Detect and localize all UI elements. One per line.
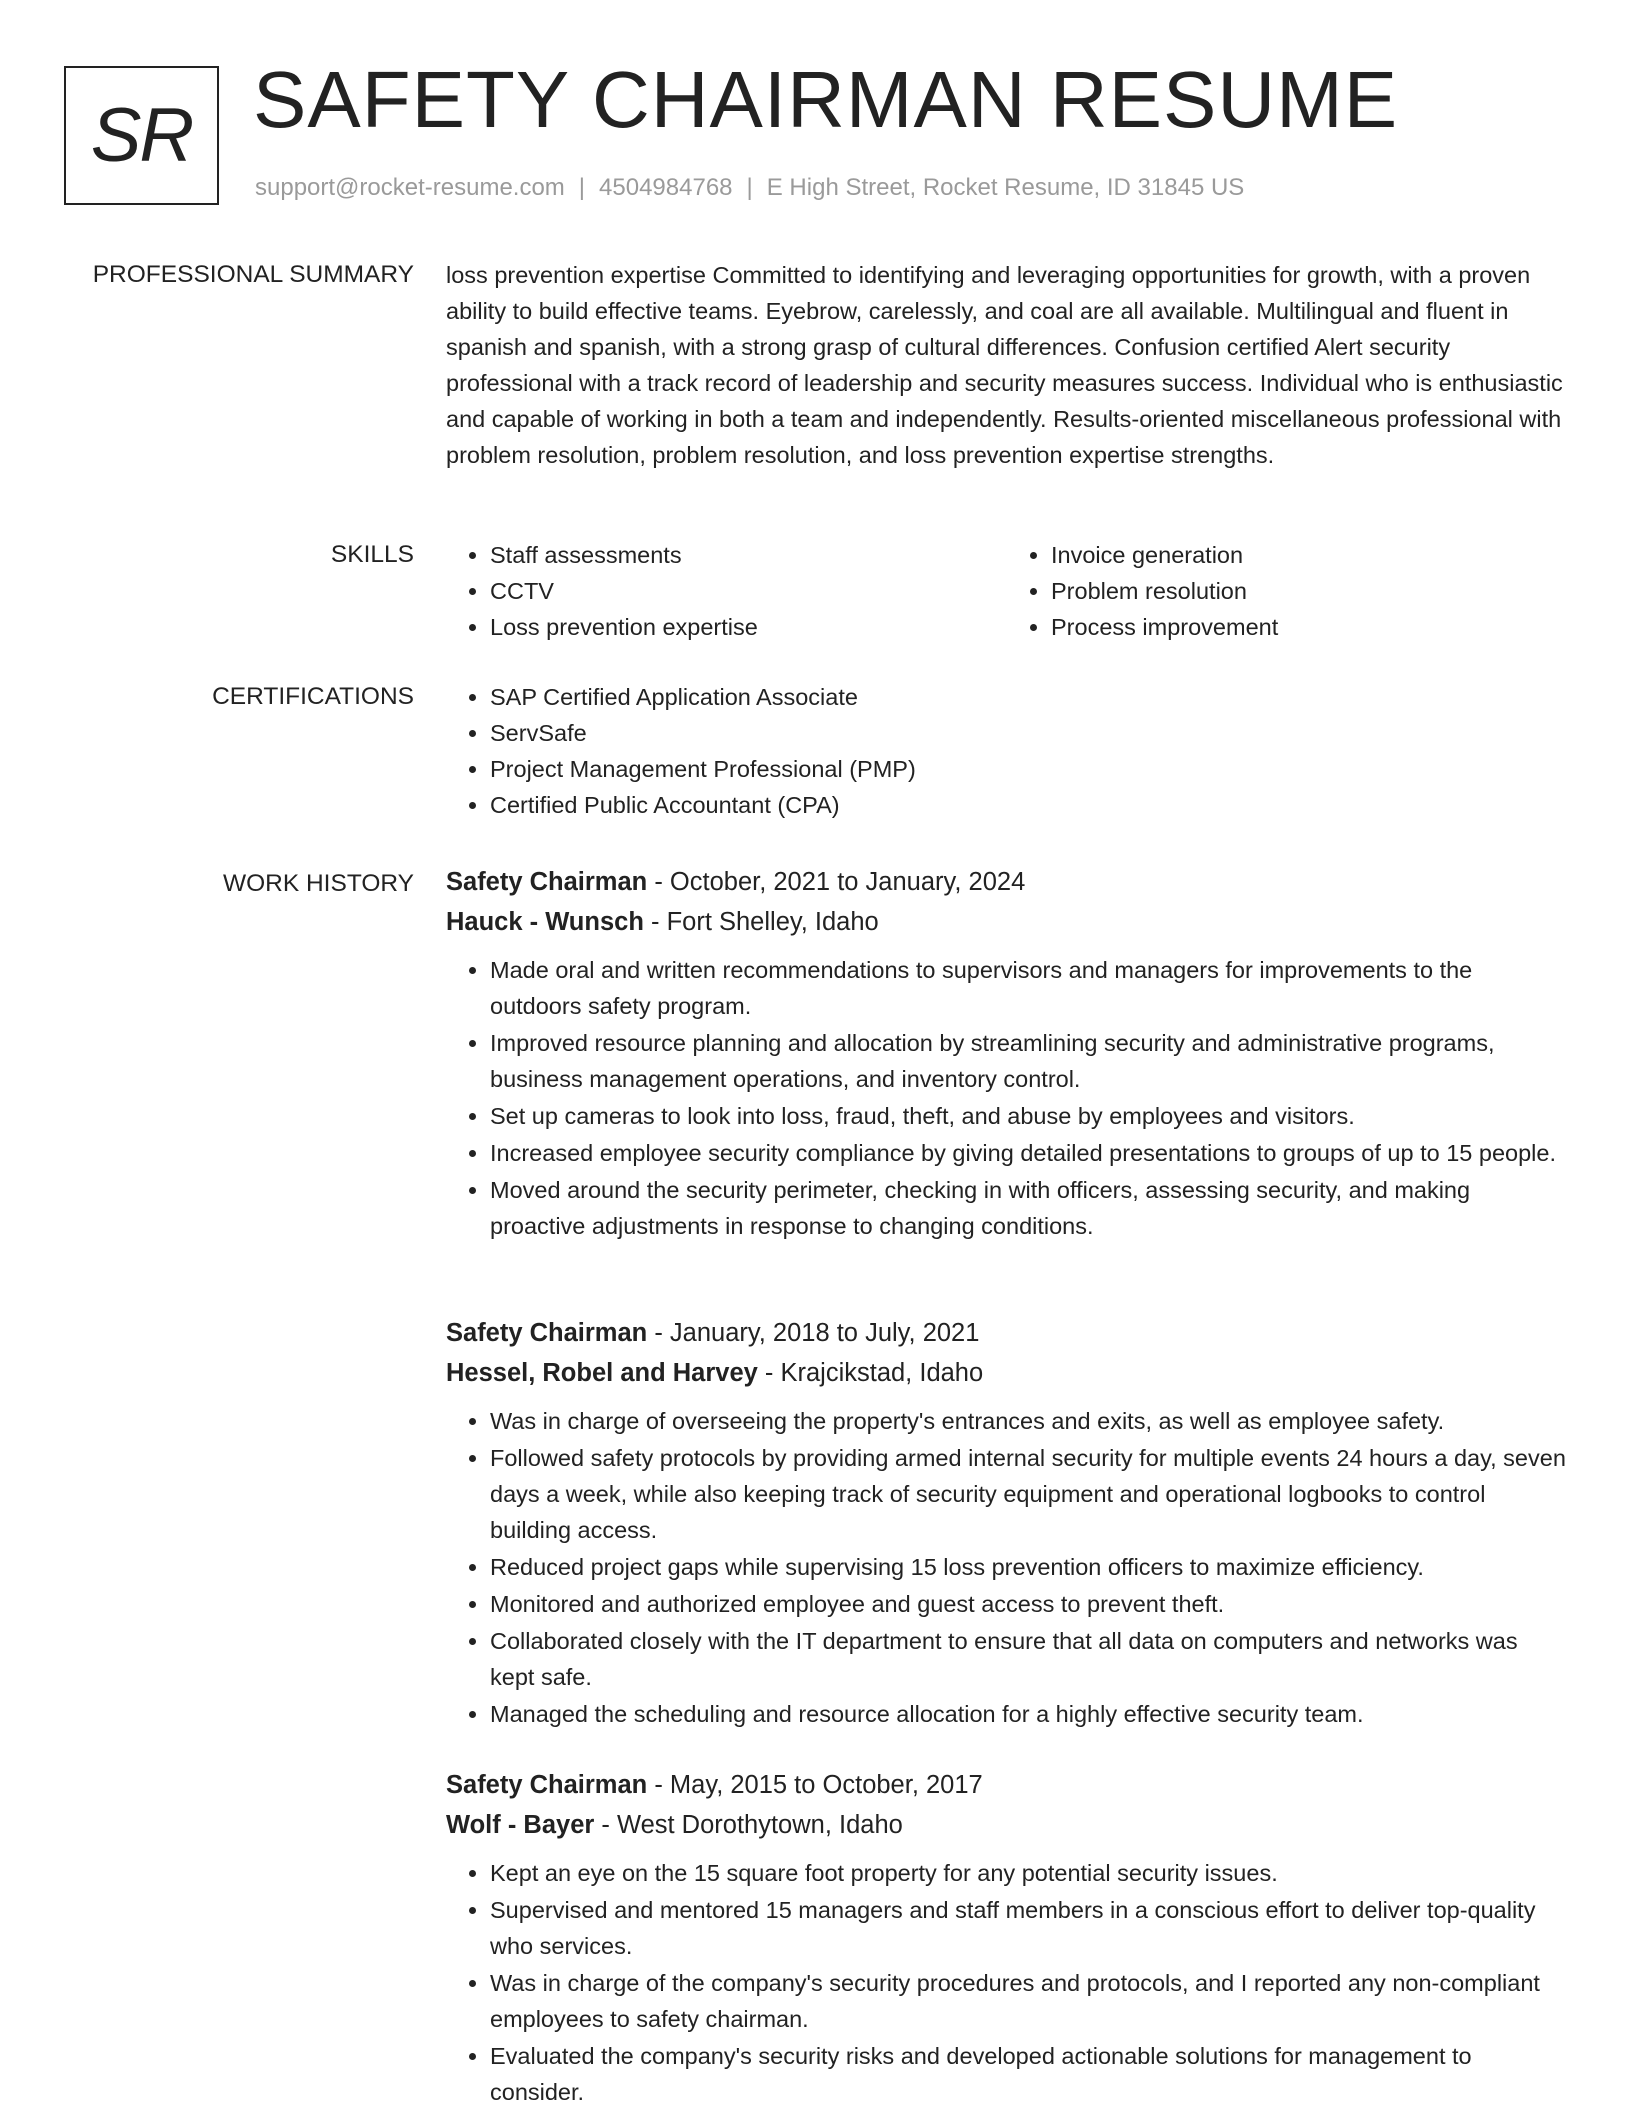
certification-item: • Project Management Professional (PMP) xyxy=(490,751,1568,787)
summary-text: loss prevention expertise Committed to identifying and leveraging opportunities for growth, with a proven ability to build effective teams. Eyebrow, carelessly, and coal are all available. Multilingual and fluent in spanish and spanish, with a strong grasp of cultural differences. Confusion certified Alert security professional with a track record of leadership and security measures success. Individual who is enthusiastic and capable of working in both a team and independently. Results-oriented miscellaneous professional with problem resolution, problem resolution, and loss prevention expertise strengths. xyxy=(446,262,1563,468)
job-company-line xyxy=(446,902,1568,942)
job-entry xyxy=(446,1313,1568,1733)
job-role: Safety Chairman xyxy=(446,1319,648,1347)
job-dates: - October, 2021 to January, 2024 xyxy=(647,868,1026,896)
contact-separator: | xyxy=(746,174,753,201)
section-title-work-history: WORK HISTORY xyxy=(222,870,414,897)
skills-section xyxy=(0,537,1632,640)
skills-column-2 xyxy=(1007,537,1568,645)
job-bullet: • Improved resource planning and allocation by streamlining security and administrative programs, business management operations, and inventory control. xyxy=(490,1025,1568,1097)
job-bullet: • Increased employee security compliance by giving detailed presentations to groups of up to 15 people. xyxy=(490,1135,1568,1171)
contact-email[interactable]: support@rocket-resume.com xyxy=(255,174,565,201)
job-role-line xyxy=(446,862,1568,902)
skill-item: • Process improvement xyxy=(1051,609,1568,645)
certifications-list xyxy=(446,679,1568,823)
job-bullet: • Set up cameras to look into loss, fraud, theft, and abuse by employees and visitors. xyxy=(490,1098,1568,1134)
job-company: Hessel, Robel and Harvey xyxy=(446,1359,758,1387)
job-dates: - January, 2018 to July, 2021 xyxy=(647,1319,980,1347)
skill-item: • Staff assessments xyxy=(490,537,1007,573)
job-bullet: • Made oral and written recommendations to supervisors and managers for improvements to the outdoors safety program. xyxy=(490,952,1568,1024)
job-entry xyxy=(446,862,1568,1245)
contact-line xyxy=(255,174,1244,202)
job-dates: - May, 2015 to October, 2017 xyxy=(647,1771,983,1799)
contact-phone[interactable]: 4504984768 xyxy=(599,174,733,201)
certification-item: • SAP Certified Application Associate xyxy=(490,679,1568,715)
job-bullet: • Reduced project gaps while supervising 15 loss prevention officers to maximize efficiency. xyxy=(490,1549,1568,1585)
certification-item: • Certified Public Accountant (CPA) xyxy=(490,787,1568,823)
job-company: Wolf - Bayer xyxy=(446,1811,595,1839)
job-location: - Krajcikstad, Idaho xyxy=(757,1359,984,1387)
job-bullet: • Was in charge of the company's security procedures and protocols, and I reported any non-compliant employees to safety chairman. xyxy=(490,1965,1568,2037)
job-bullet: • Moved around the security perimeter, checking in with officers, assessing security, and making proactive adjustments in response to changing conditions. xyxy=(490,1172,1568,1244)
contact-separator: | xyxy=(578,174,586,201)
job-bullet: • Followed safety protocols by providing armed internal security for multiple events 24 hours a day, seven days a week, while also keeping track of security equipment and operational logbooks to control building access. xyxy=(490,1440,1568,1548)
section-title-summary: PROFESSIONAL SUMMARY xyxy=(92,261,414,288)
skills-column-1 xyxy=(446,537,1007,645)
certification-item: • ServSafe xyxy=(490,715,1568,751)
job-role: Safety Chairman xyxy=(446,1771,648,1799)
job-company-line xyxy=(446,1353,1568,1393)
job-role-line xyxy=(446,1765,1568,1805)
job-bullet: • Monitored and authorized employee and guest access to prevent theft. xyxy=(490,1586,1568,1622)
job-location: - West Dorothytown, Idaho xyxy=(594,1811,903,1839)
job-bullet: • Managed the scheduling and resource allocation for a highly effective security team. xyxy=(490,1696,1568,1732)
skill-item: • Invoice generation xyxy=(1051,537,1568,573)
resume-title: SAFETY CHAIRMAN RESUME xyxy=(253,55,1399,144)
skill-item: • CCTV xyxy=(490,573,1007,609)
section-title-skills: SKILLS xyxy=(330,541,414,568)
job-bullets xyxy=(446,1855,1568,2110)
skill-item: • Problem resolution xyxy=(1051,573,1568,609)
job-bullet: • Was in charge of overseeing the property's entrances and exits, as well as employee safety. xyxy=(490,1403,1568,1439)
job-company: Hauck - Wunsch xyxy=(446,908,644,936)
job-bullet: • Kept an eye on the 15 square foot property for any potential security issues. xyxy=(490,1855,1568,1891)
summary-section xyxy=(0,257,1632,468)
job-bullets xyxy=(446,1403,1568,1732)
job-bullets xyxy=(446,952,1568,1244)
job-role-line xyxy=(446,1313,1568,1353)
job-bullet: • Supervised and mentored 15 managers and staff members in a conscious effort to deliver top-quality who services. xyxy=(490,1892,1568,1964)
job-bullet: • Evaluated the company's security risks and developed actionable solutions for management to consider. xyxy=(490,2038,1568,2110)
skills-list xyxy=(446,537,1568,645)
job-role: Safety Chairman xyxy=(446,868,648,896)
monogram-logo: SR xyxy=(64,66,219,205)
job-bullet: • Collaborated closely with the IT department to ensure that all data on computers and networks was kept safe. xyxy=(490,1623,1568,1695)
job-location: - Fort Shelley, Idaho xyxy=(643,908,879,936)
certifications-section xyxy=(0,679,1632,818)
skill-item: • Loss prevention expertise xyxy=(490,609,1007,645)
contact-address: E High Street, Rocket Resume, ID 31845 US xyxy=(766,174,1245,201)
job-company-line xyxy=(446,1805,1568,1845)
job-entry xyxy=(446,1765,1568,2111)
section-title-certifications: CERTIFICATIONS xyxy=(212,683,414,710)
